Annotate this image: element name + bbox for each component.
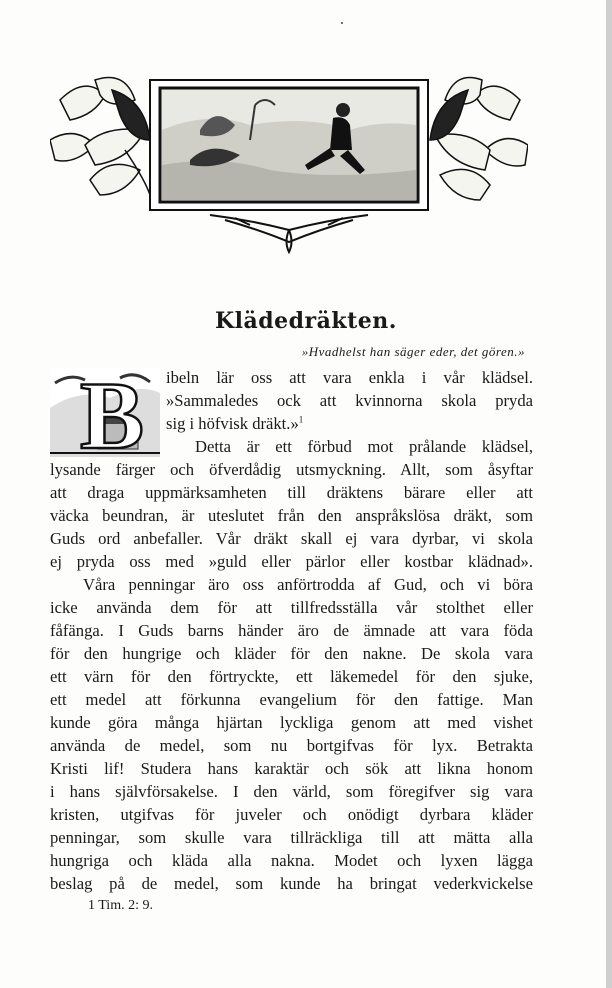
- chapter-title: Klädedräkten.: [215, 308, 397, 334]
- text-line: Guds ord anbefaller. Vår dräkt skall ej vara dyrbar, vi skola: [50, 529, 533, 548]
- scan-speck: [341, 22, 343, 24]
- text-line: ett medel att förkunna evangelium för den fattige. Man: [50, 690, 533, 709]
- text-line: penningar, som skulle vara tillräckliga till att mätta alla: [50, 828, 533, 847]
- text-line: kristen, utgifvas för juveler och onödigt dyrbara kläder: [50, 805, 533, 824]
- text-line: för den hungrige och kläder för den nakne. De skola vara: [50, 644, 533, 663]
- text-line: ej pryda oss med »guld eller pärlor eller kostbar klädnad».: [50, 552, 533, 571]
- footnote-marker: 1: [298, 414, 304, 425]
- text-line: [166, 414, 303, 434]
- text-line: använda de medel, som nu bortgifvas för lyx. Betrakta: [50, 736, 533, 755]
- text-line: i hans självförsakelse. I den värld, som föregifver sig vara: [50, 782, 533, 801]
- text-line: ibeln lär oss att vara enkla i vår klädsel.: [166, 368, 533, 387]
- left-lily-ornament: [50, 78, 150, 196]
- right-lily-ornament: [430, 78, 528, 201]
- text-line-text: sig i höfvisk dräkt.»: [166, 414, 299, 433]
- text-line: icke använda dem för att tillfredsställa vår stolthet eller: [50, 598, 533, 617]
- text-line: lysande färger och öfverdådig utsmyckning. Allt, som åsyftar: [50, 460, 533, 479]
- text-line: fåfänga. I Guds barns händer äro de ämnade att vara föda: [50, 621, 533, 640]
- text-line: kunde göra många hjärtan lyckliga genom att med vishet: [50, 713, 533, 732]
- scroll-ornament: [210, 215, 368, 252]
- drop-cap: [50, 368, 160, 457]
- text-line: Våra penningar äro oss anförtrodda af Gud, och vi böra: [83, 575, 533, 594]
- text-line: att draga uppmärksamheten till dräktens bärare eller att: [50, 483, 533, 502]
- footnote: 1 Tim. 2: 9.: [88, 898, 153, 913]
- epigraph: »Hvadhelst han säger eder, det gören.»: [301, 344, 525, 359]
- text-line: Kristi lif! Studera hans karaktär och sök att likna honom: [50, 759, 533, 778]
- text-line: Detta är ett förbud mot prålande klädsel,: [195, 437, 533, 456]
- text-line: ett värn för den förtryckte, ett läkemedel för den sjuke,: [50, 667, 533, 686]
- header-vignette-illustration: [50, 70, 528, 255]
- text-line: beslag på de medel, som kunde ha bringat vederkvickelse: [50, 874, 533, 893]
- text-line: hungriga och kläda alla nakna. Modet och lyxen lägga: [50, 851, 533, 870]
- drop-cap-illustration: [50, 368, 160, 457]
- text-line: »Sammaledes ock att kvinnorna skola pryda: [166, 391, 533, 410]
- scan-edge: [606, 0, 612, 988]
- text-line: väcka beundran, är uteslutet från den anspråkslösa dräkt, som: [50, 506, 533, 525]
- drop-cap-letter: B: [80, 368, 145, 457]
